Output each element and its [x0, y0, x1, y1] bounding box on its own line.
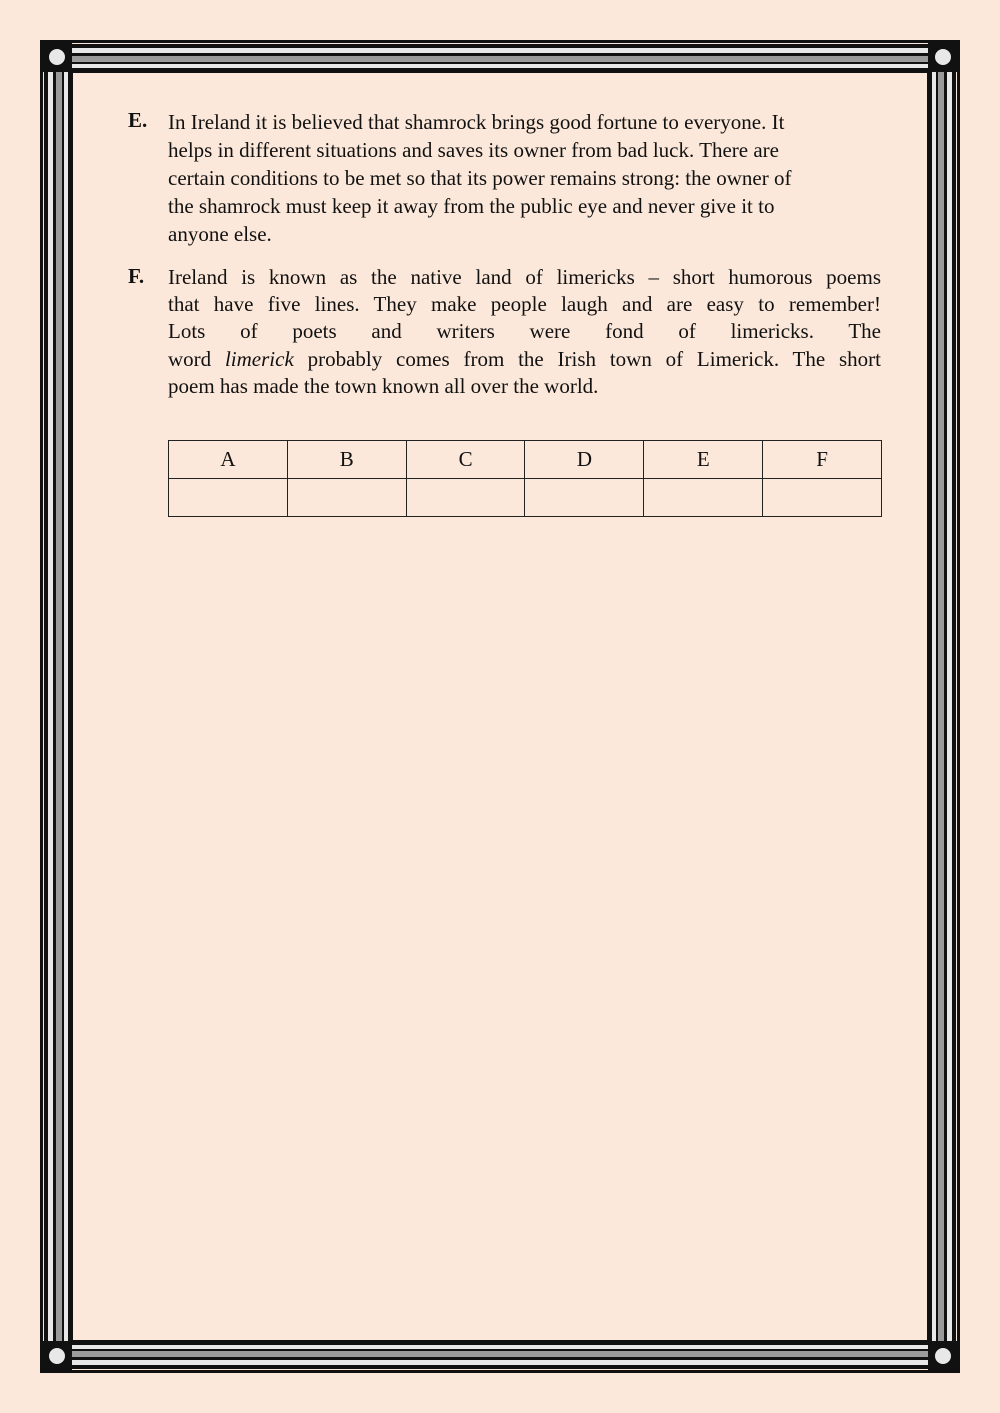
corner-ornament-br	[928, 1341, 958, 1371]
paragraph-e-line: anyone else.	[168, 222, 272, 246]
paragraph-f-line	[168, 346, 881, 373]
paragraph-f-line: poem has made the town known all over the world.	[168, 373, 599, 398]
answer-cell-b[interactable]	[287, 479, 406, 517]
answer-cell-d[interactable]	[525, 479, 644, 517]
answer-table-header: E	[644, 441, 763, 479]
paragraph-f-text	[168, 264, 881, 400]
answer-cell-c[interactable]	[406, 479, 525, 517]
paragraph-e-line: In Ireland it is believed that shamrock brings good fortune to everyone. It	[168, 110, 785, 134]
corner-ornament-bl	[42, 1341, 72, 1371]
answer-cell-f[interactable]	[763, 479, 882, 517]
corner-ornament-tr	[928, 42, 958, 72]
answer-table-header: B	[287, 441, 406, 479]
answer-cell-e[interactable]	[644, 479, 763, 517]
paragraph-letter-e: E.	[128, 108, 148, 132]
paragraph-e-text	[168, 108, 881, 248]
answer-table-header: D	[525, 441, 644, 479]
answer-table-header-row	[169, 441, 882, 479]
answer-cell-a[interactable]	[169, 479, 288, 517]
paragraph-f	[128, 264, 882, 400]
italic-term: limerick	[224, 346, 294, 371]
corner-ornament-tl	[42, 42, 72, 72]
paragraph-f-line: Ireland is known as the native land of limericks – short humorous poems	[168, 265, 881, 289]
paragraph-e-line: certain conditions to be met so that its power remains strong: the owner of	[168, 166, 792, 190]
line-segment: word	[168, 346, 225, 371]
reading-text	[128, 108, 882, 400]
paragraph-letter-f: F.	[128, 264, 145, 288]
answer-table-header: F	[763, 441, 882, 479]
paragraph-f-line: Lots of poets and writers were fond of limericks. The	[168, 319, 881, 344]
answer-table-header: A	[169, 441, 288, 479]
paragraph-e	[128, 108, 882, 248]
answer-table-input-row	[169, 479, 882, 517]
paragraph-f-line: that have five lines. They make people laugh and are easy to remember!	[168, 292, 881, 317]
answer-table	[168, 440, 882, 517]
paragraph-e-line: the shamrock must keep it away from the public eye and never give it to	[168, 194, 775, 218]
paragraph-e-line: helps in different situations and saves its owner from bad luck. There are	[168, 138, 779, 162]
line-segment: probably comes from the Irish town of Limerick. The short	[293, 346, 881, 371]
answer-table-header: C	[406, 441, 525, 479]
